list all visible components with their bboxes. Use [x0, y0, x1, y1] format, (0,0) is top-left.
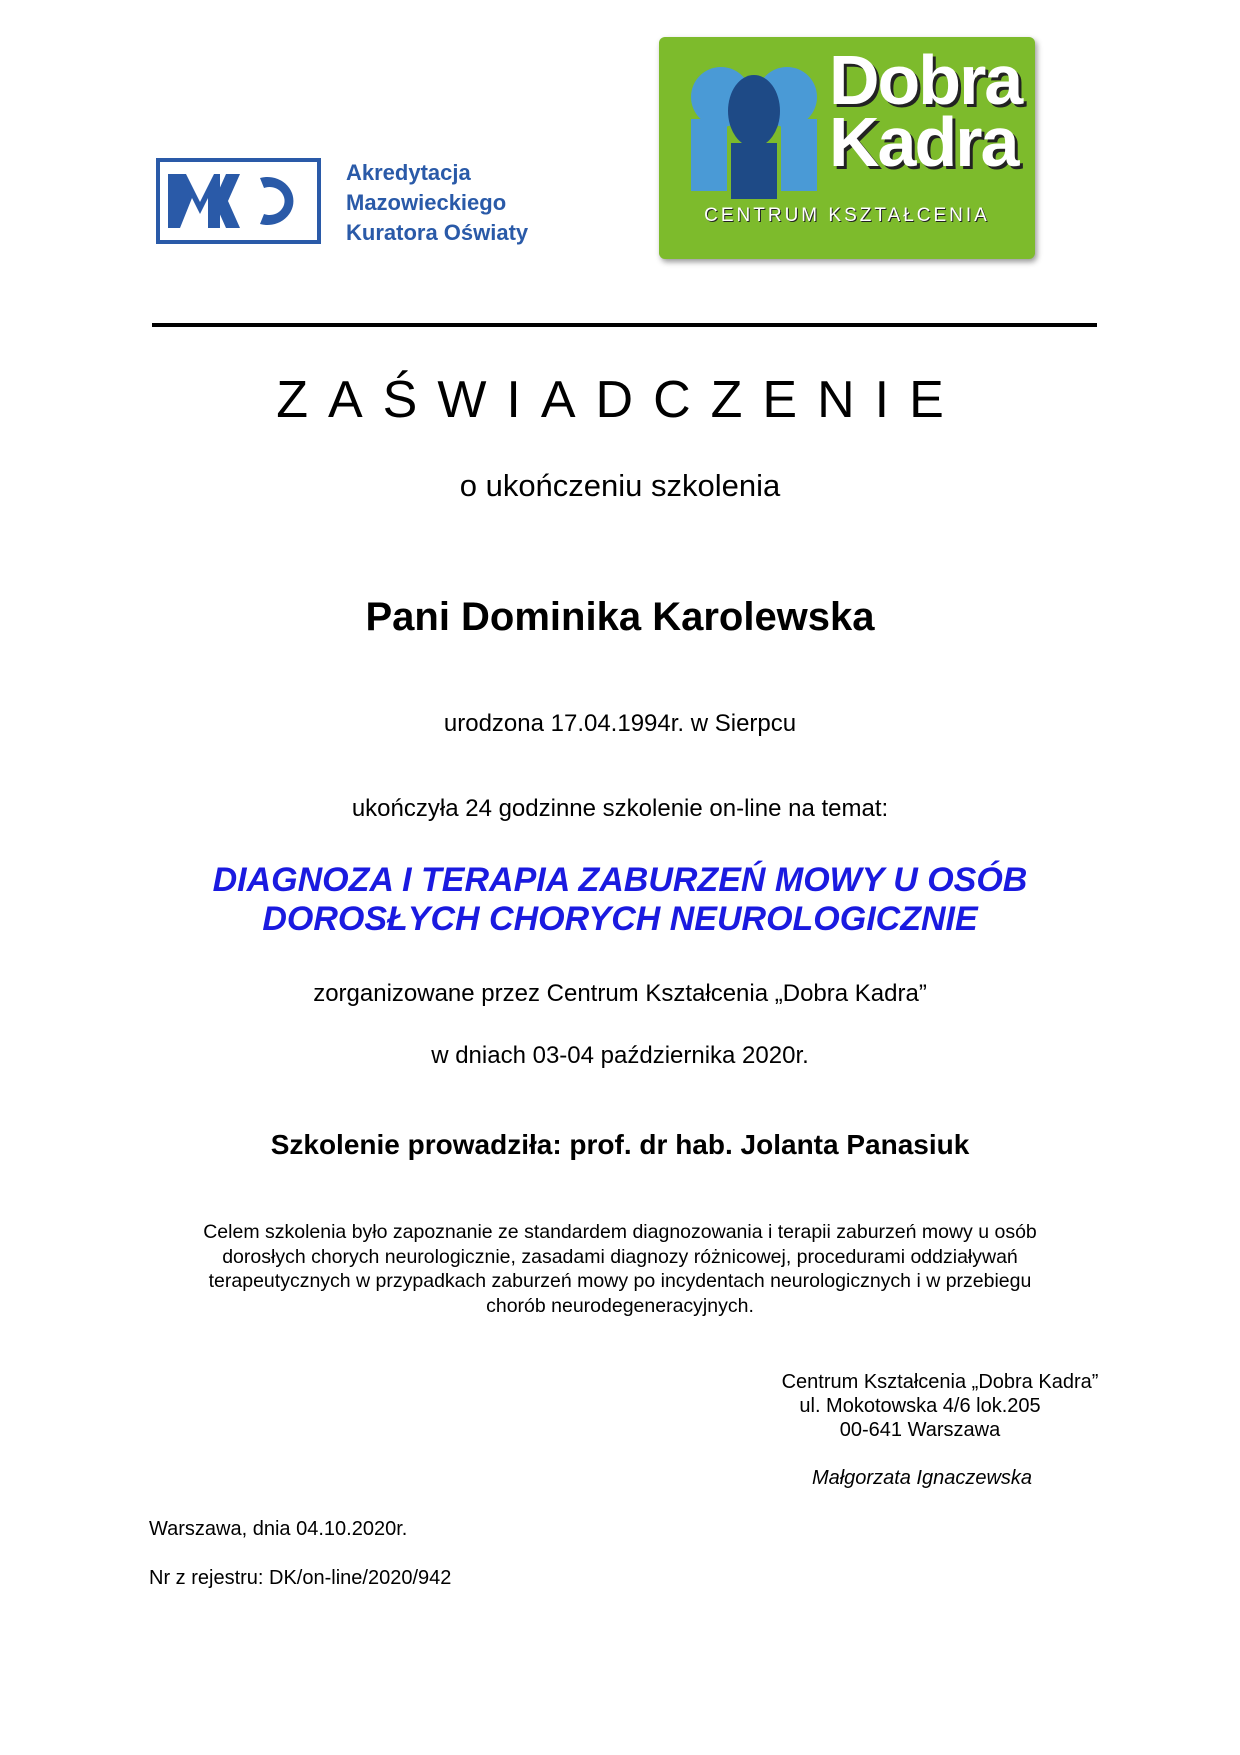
mko-mark-icon [160, 162, 317, 240]
topic-line: DIAGNOZA I TERAPIA ZABURZEŃ MOWY U OSÓB [212, 861, 1028, 899]
organizer-info: zorganizowane przez Centrum Kształcenia „Dobra Kadra” [313, 980, 927, 1007]
signature: Małgorzata Ignaczewska [811, 1467, 1033, 1489]
dobra-kadra-wordmark [829, 41, 1022, 181]
registry-number: Nr z rejestru: DK/on-line/2020/942 [149, 1567, 452, 1589]
recipient-name: Pani Dominika Karolewska [365, 595, 875, 639]
address-line: Centrum Kształcenia „Dobra Kadra” [781, 1371, 1099, 1393]
dobra-kadra-logo [659, 37, 1035, 259]
logo-word: Dobra [829, 41, 1022, 119]
topic-line: DOROSŁYCH CHORYCH NEUROLOGICZNIE [262, 900, 978, 938]
address-line: 00-641 Warszawa [839, 1419, 1001, 1441]
dates-info: w dniach 03-04 października 2020r. [431, 1042, 809, 1069]
mko-line: Mazowieckiego [346, 190, 507, 215]
description-line: chorób neurodegeneracyjnych. [486, 1294, 754, 1317]
mko-logo-text [346, 158, 528, 248]
address-line: ul. Mokotowska 4/6 lok.205 [799, 1395, 1041, 1417]
mko-line: Akredytacja [346, 160, 471, 185]
description-line: dorosłych chorych neurologicznie, zasadami diagnozy różnicowej, procedurami oddziaływań [222, 1245, 1018, 1268]
logo-word: Kadra [829, 103, 1018, 181]
completion-info: ukończyła 24 godzinne szkolenie on-line na temat: [351, 795, 889, 822]
dobra-kadra-subtitle: CENTRUM KSZTAŁCENIA [704, 205, 990, 226]
divider [152, 323, 1097, 327]
people-icon [689, 59, 819, 199]
organizer-address [765, 1370, 1115, 1442]
place-date: Warszawa, dnia 04.10.2020r. [149, 1518, 408, 1540]
certificate-subtitle: o ukończeniu szkolenia [459, 468, 781, 503]
birth-info: urodzona 17.04.1994r. w Sierpcu [443, 710, 797, 737]
mko-logo [156, 158, 321, 244]
mko-line: Kuratora Oświaty [346, 220, 529, 245]
certificate-title: ZAŚWIADCZENIE [276, 371, 964, 429]
description [0, 1220, 1240, 1318]
instructor-info: Szkolenie prowadziła: prof. dr hab. Jolanta Panasiuk [270, 1129, 970, 1160]
description-line: terapeutycznych w przypadkach zaburzeń mowy po incydentach neurologicznych i w przebiegu [208, 1270, 1032, 1292]
description-line: Celem szkolenia było zapoznanie ze standardem diagnozowania i terapii zaburzeń mowy u osób [203, 1221, 1037, 1243]
